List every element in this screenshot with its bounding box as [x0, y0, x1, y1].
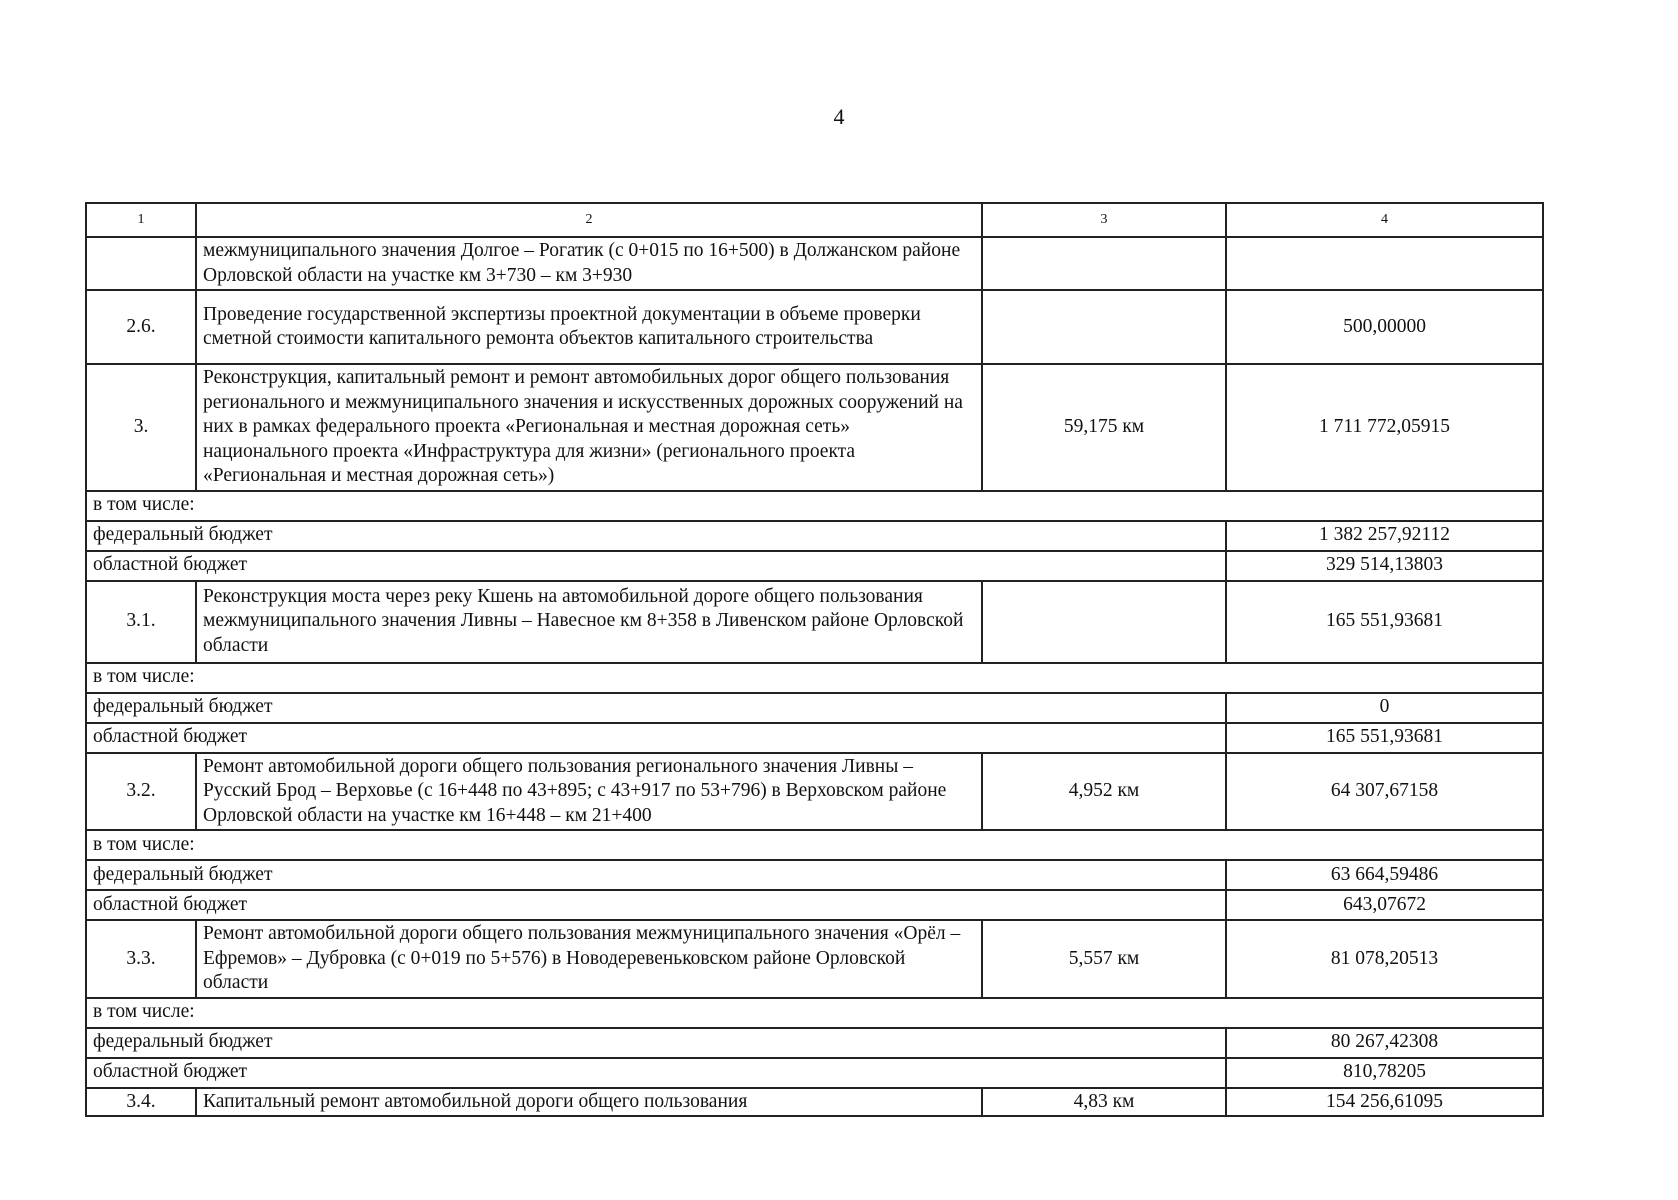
item-length: [982, 290, 1226, 364]
budget-row: [86, 1058, 1543, 1088]
page-number: 4: [833, 104, 845, 129]
item-length: 4,83 км: [982, 1088, 1226, 1117]
item-amount: 165 551,93681: [1226, 581, 1543, 663]
budget-label: федеральный бюджет: [86, 693, 1226, 723]
item-number: 3.3.: [86, 920, 196, 998]
including-row: [86, 830, 1543, 860]
table-row: [86, 290, 1543, 364]
item-description: Реконструкция, капитальный ремонт и ремонт автомобильных дорог общего пользования регионального и межмуниципального значения и искусственных дорожных сооружений на них в рамках федерального проекта «Региональная и местная дорожная сеть» национального проекта «Инфраструктура для жизни» (регионального проекта «Региональная и местная дорожная сеть»): [196, 364, 982, 491]
including-label: в том числе:: [86, 998, 1543, 1028]
item-length: [982, 237, 1226, 290]
budget-row: [86, 1028, 1543, 1058]
table-row: [86, 237, 1543, 290]
budget-label: областной бюджет: [86, 551, 1226, 581]
budget-amount: 63 664,59486: [1226, 860, 1543, 890]
item-amount: 1 711 772,05915: [1226, 364, 1543, 491]
budget-label: федеральный бюджет: [86, 521, 1226, 551]
budget-row: [86, 521, 1543, 551]
item-amount: 154 256,61095: [1226, 1088, 1543, 1117]
header-cell-4: 4: [1226, 203, 1543, 237]
item-description: Проведение государственной экспертизы проектной документации в объеме проверки сметной стоимости капитального ремонта объектов капитального строительства: [196, 290, 982, 364]
item-description: Реконструкция моста через реку Кшень на автомобильной дороге общего пользования межмуниципального значения Ливны – Навесное км 8+358 в Ливенском районе Орловской области: [196, 581, 982, 663]
budget-amount: 0: [1226, 693, 1543, 723]
header-cell-3: 3: [982, 203, 1226, 237]
budget-label: федеральный бюджет: [86, 1028, 1226, 1058]
item-length: 59,175 км: [982, 364, 1226, 491]
budget-label: областной бюджет: [86, 1058, 1226, 1088]
budget-amount: 1 382 257,92112: [1226, 521, 1543, 551]
item-description: Капитальный ремонт автомобильной дороги общего пользования: [196, 1088, 982, 1117]
budget-amount: 643,07672: [1226, 890, 1543, 920]
table-row: [86, 581, 1543, 663]
table-row: [86, 1088, 1543, 1117]
item-number: 3.1.: [86, 581, 196, 663]
budget-label: федеральный бюджет: [86, 860, 1226, 890]
table-header-row: [86, 203, 1543, 237]
item-description: Ремонт автомобильной дороги общего пользования межмуниципального значения «Орёл – Ефремов» – Дубровка (с 0+019 по 5+576) в Новодеревеньковском районе Орловской области: [196, 920, 982, 998]
item-number: 3.2.: [86, 753, 196, 831]
header-cell-1: 1: [86, 203, 196, 237]
budget-row: [86, 723, 1543, 753]
item-description: Ремонт автомобильной дороги общего пользования регионального значения Ливны – Русский Брод – Верховье (с 16+448 по 43+895; с 43+917 по 53+796) в Верховском районе Орловской области на участке км 16+448 – км 21+400: [196, 753, 982, 831]
item-length: 4,952 км: [982, 753, 1226, 831]
budget-amount: 329 514,13803: [1226, 551, 1543, 581]
budget-table: [85, 202, 1544, 1117]
table-row: [86, 753, 1543, 831]
budget-row: [86, 693, 1543, 723]
item-number: [86, 237, 196, 290]
including-label: в том числе:: [86, 491, 1543, 521]
budget-amount: 165 551,93681: [1226, 723, 1543, 753]
item-number: 3.: [86, 364, 196, 491]
item-number: 3.4.: [86, 1088, 196, 1117]
including-row: [86, 663, 1543, 693]
budget-row: [86, 551, 1543, 581]
item-length: 5,557 км: [982, 920, 1226, 998]
including-label: в том числе:: [86, 830, 1543, 860]
item-amount: [1226, 237, 1543, 290]
budget-row: [86, 860, 1543, 890]
including-row: [86, 998, 1543, 1028]
including-label: в том числе:: [86, 663, 1543, 693]
budget-amount: 80 267,42308: [1226, 1028, 1543, 1058]
including-row: [86, 491, 1543, 521]
budget-amount: 810,78205: [1226, 1058, 1543, 1088]
item-amount: 81 078,20513: [1226, 920, 1543, 998]
budget-row: [86, 890, 1543, 920]
budget-label: областной бюджет: [86, 723, 1226, 753]
item-number: 2.6.: [86, 290, 196, 364]
item-description: межмуниципального значения Долгое – Рогатик (с 0+015 по 16+500) в Должанском районе Орловской области на участке км 3+730 – км 3+930: [196, 237, 982, 290]
item-amount: 64 307,67158: [1226, 753, 1543, 831]
item-length: [982, 581, 1226, 663]
item-amount: 500,00000: [1226, 290, 1543, 364]
header-cell-2: 2: [196, 203, 982, 237]
table-row: [86, 364, 1543, 491]
budget-label: областной бюджет: [86, 890, 1226, 920]
table-row: [86, 920, 1543, 998]
